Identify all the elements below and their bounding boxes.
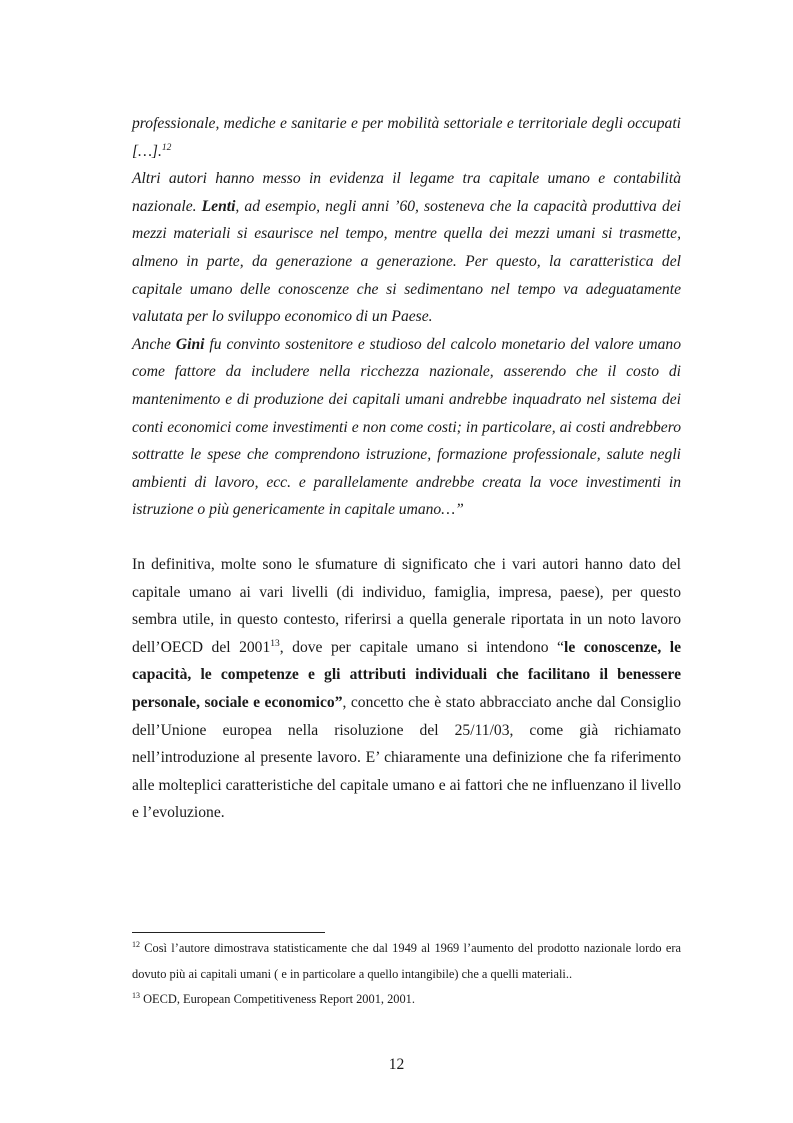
quote-paragraph-3-pre: Anche <box>132 335 176 353</box>
footnote-number-12: 12 <box>132 939 140 949</box>
author-name-lenti: Lenti <box>201 197 236 215</box>
quote-paragraph-1-text: professionale, mediche e sanitarie e per mobilità settoriale e territoriale degli occupati […]. <box>132 115 681 160</box>
footnote-ref-12[interactable]: 12 <box>161 142 172 153</box>
quote-paragraph-2 <box>132 165 681 331</box>
body-paragraph <box>132 551 681 827</box>
body-text-part-3: , concetto che è stato abbracciato anche dal Consiglio dell’Unione europea nella risoluzione del 25/11/03, come già richiamato nell’introduzione al presente lavoro. E’ chiaramente una definizione che fa riferimento alle molteplici caratteristiche del capitale umano e ai fattori che ne influenzano il livello e l’evoluzione. <box>132 693 682 822</box>
footnotes-block <box>132 936 681 1013</box>
body-text-part-1: In definitiva, molte sono le sfumature di significato che i vari autori hanno dato del capitale umano ai vari livelli (di individuo, famiglia, impresa, paese), per questo sembra utile, in questo contesto, riferirsi a quella generale riportata in un noto lavoro dell’OECD del 2001 <box>132 556 681 656</box>
footnote-12 <box>132 936 681 987</box>
italic-quotation-block <box>132 110 681 524</box>
oecd-definition-bold: le conoscenze, le capacità, le competenze e gli attributi individuali che facilitano il benessere personale, sociale e economico” <box>132 638 681 711</box>
footnote-13 <box>132 987 681 1013</box>
quote-paragraph-3-post: fu convinto sostenitore e studioso del calcolo monetario del valore umano come fattore da includere nella ricchezza nazionale, asserendo che il costo di mantenimento e di produzione dei capitali umani andrebbe inquadrato nel sistema dei conti economici come investimenti e non come costi; in particolare, ai costi andrebbero sottratte le spese che comprendono istruzione, formazione professionale, salute negli ambienti di lavoro, ecc. e parallelamente andrebbe creata la voce investimenti in istruzione o più genericamente in capitale umano…” <box>132 335 681 519</box>
quote-paragraph-1 <box>132 110 681 165</box>
footnote-ref-13[interactable]: 13 <box>270 638 280 649</box>
quote-paragraph-2-post: , ad esempio, negli anni ’60, sosteneva che la capacità produttiva dei mezzi materiali si esaurisce nel tempo, mentre quella dei mezzi umani si trasmette, almeno in parte, da generazione a generazione. Per questo, la caratteristica del capitale umano delle conoscenze che si sedimentano nel tempo va adeguatamente valutata per lo sviluppo economico di un Paese. <box>132 197 681 326</box>
quote-paragraph-2-pre: Altri autori hanno messo in evidenza il legame tra capitale umano e contabilità nazionale. <box>132 170 681 215</box>
page-number: 12 <box>388 1056 405 1073</box>
body-text-part-2: , dove per capitale umano si intendono “ <box>279 638 564 656</box>
footnote-13-text: OECD, European Competitiveness Report 2001, 2001. <box>140 992 415 1006</box>
quote-paragraph-3 <box>132 331 681 524</box>
footnote-number-13: 13 <box>132 990 140 1000</box>
body-paragraph-block <box>132 551 681 827</box>
footnote-separator <box>132 932 325 933</box>
footnote-12-text: Così l’autore dimostrava statisticamente che dal 1949 al 1969 l’aumento del prodotto nazionale lordo era dovuto più ai capitali umani ( e in particolare a quello intangibile) che a quelli materiali.. <box>132 941 681 981</box>
author-name-gini: Gini <box>175 335 205 353</box>
